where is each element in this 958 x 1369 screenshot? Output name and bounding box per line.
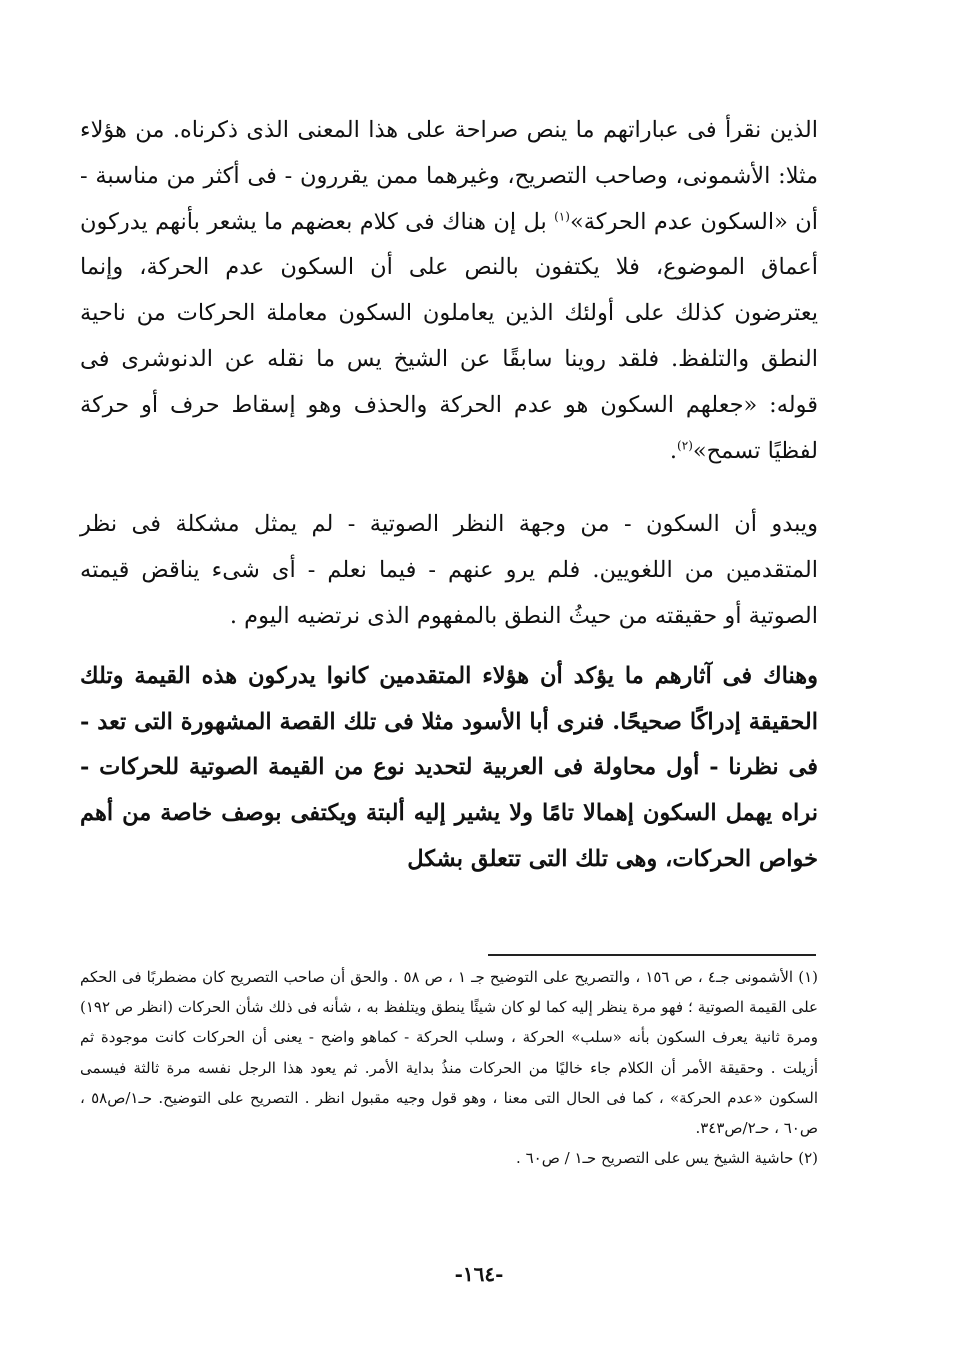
paragraph-1-text-b: بل إن هناك فى كلام بعضهم ما يشعر بأنهم يدركون أعماق الموضوع، فلا يكتفون بالنص على أن السكون عدم الحركة، وإنما يعترضون كذلك على أولئك الذين يعاملون السكون معاملة الحركات من ناحية النطق والتلفظ. فلقد روينا سابقًا عن الشيخ يس ما نقله عن الدنوشرى فى قوله: «جعلهم السكون هو عدم الحركة والحذف وهو إسقاط حرف أو حركة لفظيًا تسمح» [80, 208, 818, 464]
footnotes [80, 962, 818, 1173]
footnote-ref-2: (٢) [677, 438, 693, 453]
paragraph-1-text-a: الذين نقرأ فى عباراتهم ما ينص صراحة على هذا المعنى الذى ذكرناه. من هؤلاء مثلا: الأشمونى، وصاحب التصريح، وغيرهما ممن يقررون - فى أكثر من مناسبة - أن «السكون عدم الحركة» [80, 117, 818, 235]
main-text [80, 108, 818, 883]
footnote-ref-1: (١) [554, 209, 570, 224]
paragraph-2: ويبدو أن السكون - من وجهة النظر الصوتية - لم يمثل مشكلة فى نظر المتقدمين من اللغويين. فلم يرو عنهم - فيما نعلم - أى شىء يناقض قيمته الصوتية أو حقيقته من حيثُ النطق بالمفهوم الذى نرتضيه اليوم . [80, 511, 818, 629]
footnote-1: (١) الأشمونى جـ٤ ، ص ١٥٦ ، والتصريح على التوضيح جـ ١ ، ص ٥٨ . والحق أن صاحب التصريح كان مضطربًا فى الحكم على القيمة الصوتية ؛ فهو مرة ينظر إليه كما لو كان شيئًا ينطق ويتلفظ به ، شأنه فى ذلك شأن الحركات (انظر ص ١٩٢) ومرة ثانية يعرف السكون بأنه «سلب» الحركة ، وسلب الحركة - كماهو واضح - يعنى أن الحركات كانت موجودة ثم أزيلت . وحقيقة الأمر أن الكلام جاء خاليًا من الحركات منذُ بداية الأمر. ثم يعود هذا الرجل نفسه مرة ثالثة فيسمى السكون «عدم الحركة» ، كما فى الحال التى معنا ، وهو قول وجيه مقبول انظر . التصريح على التوضيح. حـ١/ص٥٨ ، ص٦٠ ، حـ٢/ص٣٤٣. [80, 968, 818, 1138]
paragraph-3: وهناك فى آثارهم ما يؤكد أن هؤلاء المتقدمين كانوا يدركون هذه القيمة وتلك الحقيقة إدراكًا صحيحًا. فنرى أبا الأسود مثلا فى تلك القصة المشهورة التى تعد - فى نظرنا - أول محاولة فى العربية لتحديد نوع من القيمة الصوتية للحركات - نراه يهمل السكون إهمالا تامًا ولا يشير إليه ألبتة ويكتفى بوصف خاصة من أهم خواص الحركات، وهى تلك التى تتعلق بشكل [80, 662, 818, 872]
page-number: -١٦٤- [454, 1262, 504, 1286]
paragraph-1-text-c: . [669, 437, 678, 464]
footnote-2: (٢) حاشية الشيخ يس على التصريح حـ١ / ص٦٠ . [516, 1149, 818, 1168]
paragraph-1 [80, 108, 818, 474]
footnote-separator [488, 954, 816, 956]
